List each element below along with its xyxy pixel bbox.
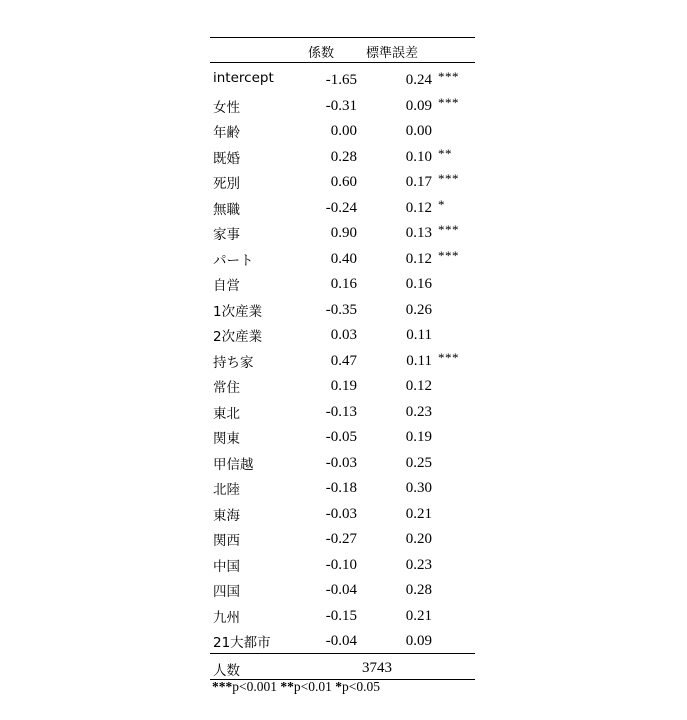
row-label: 北陸 (213, 482, 240, 498)
row-coef: -0.05 (325, 429, 357, 445)
row-se: 0.25 (405, 454, 432, 471)
table-row (210, 627, 475, 653)
row-se: 0.24 (405, 72, 432, 88)
row-se: 0.17 (405, 174, 432, 190)
row-label: intercept (213, 70, 274, 86)
row-coef: 0.47 (330, 352, 357, 369)
table-row (210, 168, 475, 194)
table-row (210, 551, 475, 577)
table-row (210, 296, 475, 322)
row-sig: *** (438, 69, 459, 84)
row-se: 0.20 (405, 531, 432, 547)
row-se: 0.23 (405, 556, 432, 573)
table-row (210, 66, 475, 92)
row-coef: -0.15 (325, 607, 357, 624)
row-label: 九州 (213, 609, 240, 626)
row-se: 0.11 (406, 352, 432, 369)
footnote-text1: p<0.05 (342, 679, 380, 694)
row-coef: 0.60 (330, 174, 357, 190)
table-row (210, 576, 475, 602)
row-label: 死別 (213, 176, 240, 192)
table-row (210, 219, 475, 245)
row-coef: -0.04 (325, 582, 357, 598)
significance-footnote (212, 679, 380, 695)
table-header (210, 38, 475, 62)
row-coef: -0.35 (325, 301, 357, 318)
header-se: 標準誤差 (366, 46, 419, 61)
row-sig: *** (438, 171, 459, 186)
row-se: 0.16 (405, 276, 432, 292)
table-row (210, 525, 475, 551)
row-coef: -0.18 (325, 480, 357, 496)
table-row (210, 474, 475, 500)
row-label: 甲信越 (213, 456, 254, 473)
row-label: 無職 (213, 201, 240, 218)
row-coef: 0.19 (330, 378, 357, 394)
row-label: 21大都市 (213, 635, 271, 651)
row-label: パート (213, 252, 254, 269)
row-label: 常住 (213, 380, 240, 396)
row-se: 0.10 (405, 148, 432, 165)
footnote-text2: p<0.01 (293, 679, 336, 694)
row-se: 0.00 (405, 123, 432, 139)
table-body (210, 63, 475, 653)
row-coef: -0.27 (325, 531, 357, 547)
row-coef: -0.13 (325, 403, 357, 420)
table-row (210, 347, 475, 373)
row-coef: -0.31 (325, 97, 357, 114)
table-row (210, 92, 475, 118)
row-se: 0.09 (405, 633, 432, 649)
row-label: 年齢 (213, 125, 240, 141)
row-label: 既婚 (213, 150, 240, 167)
row-coef: -1.65 (325, 72, 357, 88)
table-row (210, 449, 475, 475)
row-coef: -0.03 (325, 505, 357, 522)
table-row (210, 423, 475, 449)
row-se: 0.21 (405, 505, 432, 522)
table-row (210, 372, 475, 398)
table-row (210, 398, 475, 424)
row-se: 0.11 (406, 327, 432, 343)
row-coef: 0.16 (330, 276, 357, 292)
table-row (210, 245, 475, 271)
row-label: 四国 (213, 584, 240, 600)
row-se: 0.30 (405, 480, 432, 496)
table-row (210, 602, 475, 628)
header-coef: 係数 (308, 46, 335, 61)
n-label: 人数 (213, 662, 240, 679)
row-label: 1次産業 (213, 303, 263, 320)
row-se: 0.12 (405, 378, 432, 394)
row-sig: *** (438, 222, 459, 237)
table-row (210, 270, 475, 296)
row-se: 0.21 (405, 607, 432, 624)
footnote-sig2: ** (280, 679, 294, 694)
row-label: 家事 (213, 227, 240, 243)
footnote-sig1: * (335, 679, 342, 694)
row-sig: * (438, 196, 445, 212)
n-value: 3743 (362, 659, 392, 676)
row-se: 0.13 (405, 225, 432, 241)
row-coef: 0.40 (330, 250, 357, 267)
row-label: 自営 (213, 278, 240, 294)
row-label: 東北 (213, 405, 240, 422)
row-se: 0.12 (405, 250, 432, 267)
row-label: 中国 (213, 558, 240, 575)
row-sig: *** (438, 247, 459, 263)
row-label: 女性 (213, 99, 240, 116)
regression-table (210, 37, 475, 680)
row-label: 東海 (213, 507, 240, 524)
row-label: 持ち家 (213, 354, 254, 371)
row-se: 0.09 (405, 97, 432, 114)
row-label: 関西 (213, 533, 240, 549)
table-row (210, 194, 475, 220)
footnote-text3: p<0.001 (232, 679, 281, 694)
row-label: 関東 (213, 431, 240, 447)
row-coef: -0.24 (325, 199, 357, 216)
row-coef: -0.03 (325, 454, 357, 471)
footnote-sig3: *** (212, 679, 233, 694)
table-row (210, 143, 475, 169)
row-sig: ** (438, 145, 452, 161)
row-se: 0.19 (405, 429, 432, 445)
table-row (210, 500, 475, 526)
row-coef: 0.03 (330, 327, 357, 343)
row-label: 2次産業 (213, 329, 263, 345)
row-se: 0.28 (405, 582, 432, 598)
row-se: 0.26 (405, 301, 432, 318)
row-coef: 0.28 (330, 148, 357, 165)
n-row (210, 654, 475, 679)
row-sig: *** (438, 94, 459, 110)
row-se: 0.23 (405, 403, 432, 420)
table-row (210, 117, 475, 143)
row-coef: -0.04 (325, 633, 357, 649)
table-row (210, 321, 475, 347)
row-coef: 0.00 (330, 123, 357, 139)
row-se: 0.12 (405, 199, 432, 216)
row-coef: 0.90 (330, 225, 357, 241)
row-sig: *** (438, 349, 459, 365)
row-coef: -0.10 (325, 556, 357, 573)
